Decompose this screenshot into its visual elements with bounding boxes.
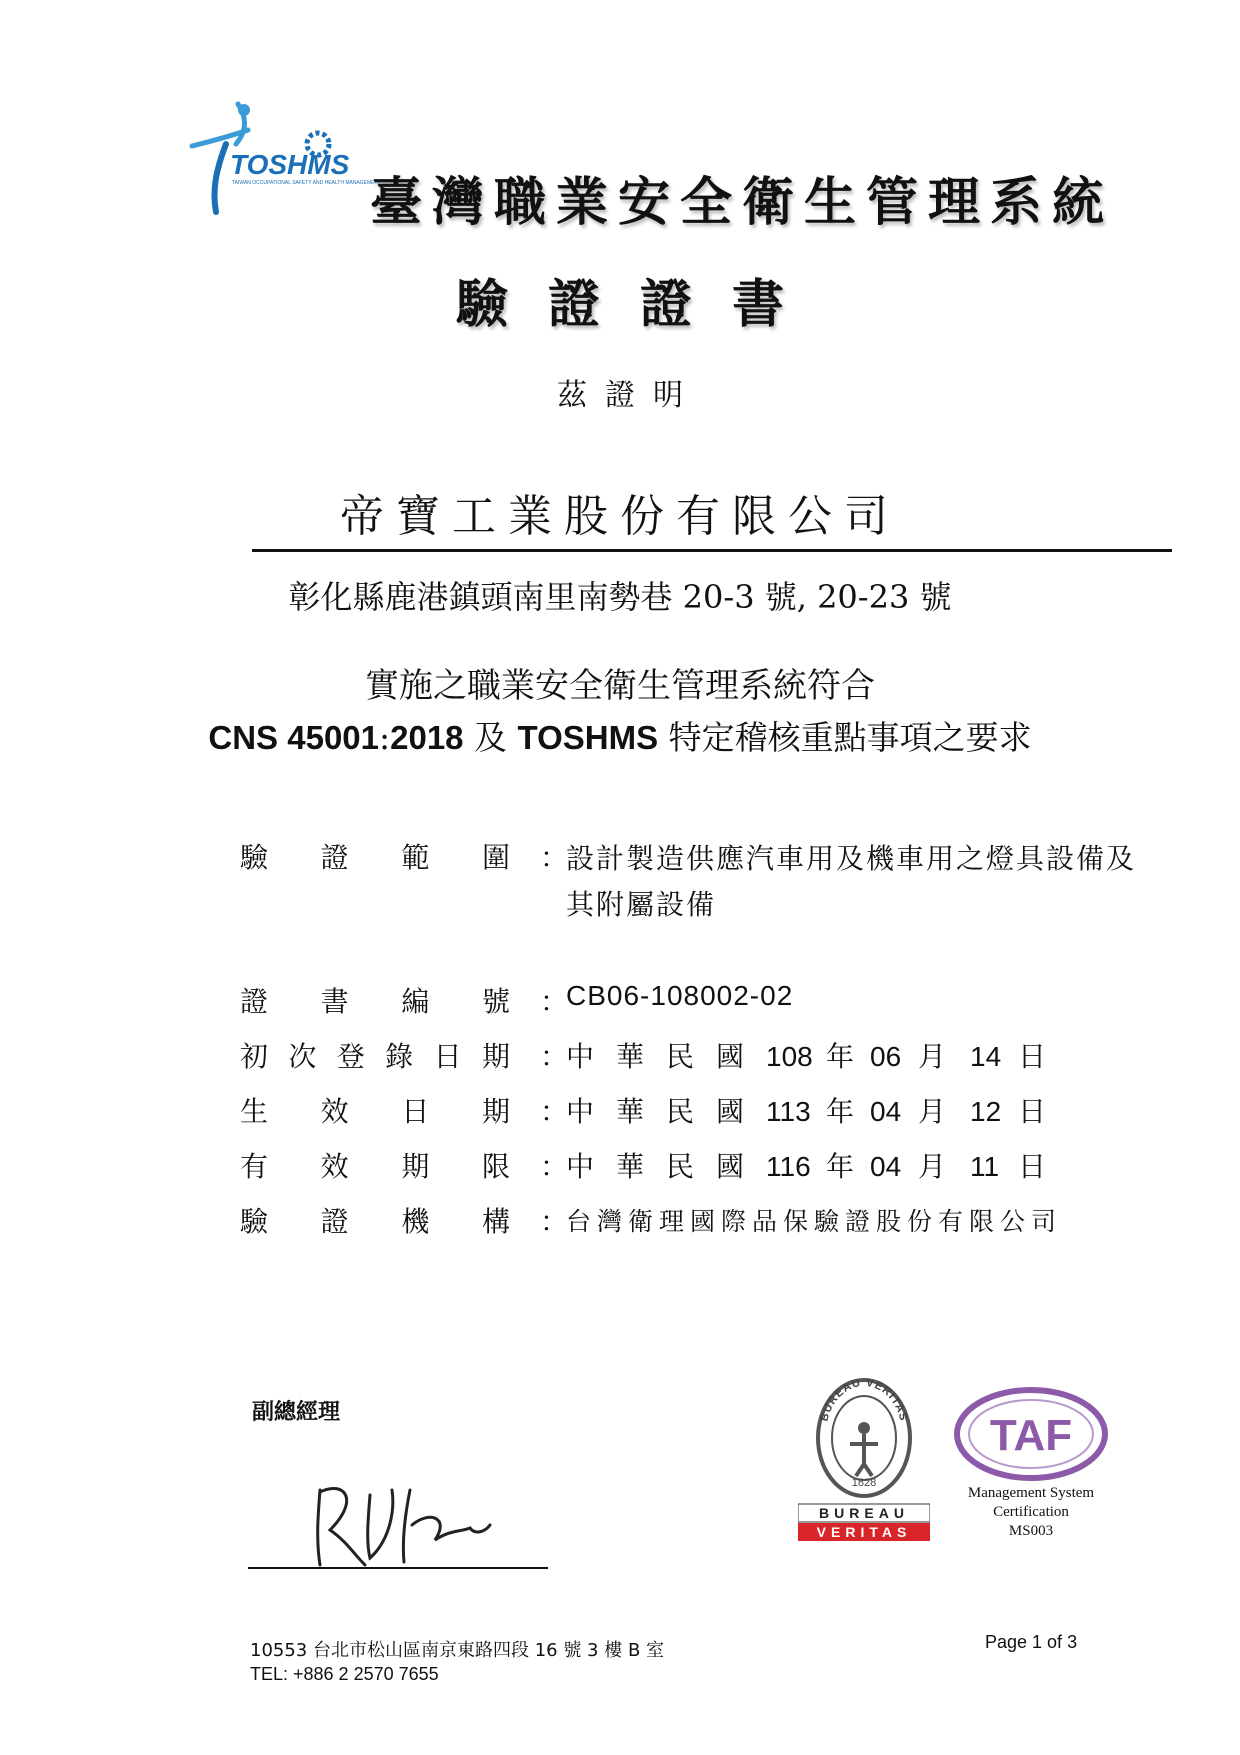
signatory-title: 副總經理 bbox=[252, 1399, 341, 1425]
svg-text:1828: 1828 bbox=[851, 1477, 877, 1489]
footer-address: 10553 台北市松山區南京東路四段 16 號 3 樓 B 室 bbox=[250, 1640, 665, 1661]
certificate-subtitle: 驗證證書 bbox=[455, 274, 824, 335]
svg-text:TOSHMS: TOSHMS bbox=[230, 149, 350, 180]
first-reg-label: 初 次 登 錄 日 期 bbox=[240, 1040, 510, 1073]
company-underline bbox=[252, 549, 1172, 552]
taf-logo bbox=[952, 1384, 1110, 1484]
conformity-line-1: 實施之職業安全衛生管理系統符合 bbox=[365, 666, 875, 706]
cert-body-label: 驗 證 機 構 bbox=[240, 1205, 510, 1238]
effective-value: 中 華 民 國 113 年 04 月 12 日 bbox=[566, 1095, 1047, 1128]
effective-label: 生 效 日 期 bbox=[240, 1095, 510, 1128]
certificate-title: 臺灣職業安全衛生管理系統 bbox=[370, 172, 1115, 233]
signature-line bbox=[248, 1567, 548, 1569]
scope-label: 驗 證 範 圍 bbox=[240, 841, 510, 874]
cert-no-value: CB06-108002-02 bbox=[566, 980, 794, 1011]
bureau-veritas-logo bbox=[798, 1376, 930, 1542]
svg-text:TAIWAN OCCUPATIONAL SAFETY AND: TAIWAN OCCUPATIONAL SAFETY AND HEALTH MANAGEMENT SYSTEM bbox=[232, 180, 404, 186]
footer-phone: TEL: +886 2 2570 7655 bbox=[250, 1664, 439, 1684]
signature-image bbox=[300, 1470, 520, 1570]
svg-text:BUREAU: BUREAU bbox=[819, 1505, 909, 1521]
standard-toshms: TOSHMS bbox=[517, 719, 659, 756]
first-reg-value: 中 華 民 國 108 年 06 月 14 日 bbox=[566, 1040, 1047, 1073]
hereby-certify: 茲證明 bbox=[557, 378, 701, 413]
scope-value: 設計製造供應汽車用及機車用之燈具設備及其附屬設備 bbox=[566, 842, 1137, 921]
svg-text:TAF: TAF bbox=[989, 1411, 1073, 1460]
cert-body-value: 台灣衛理國際品保驗證股份有限公司 bbox=[566, 1207, 1063, 1236]
svg-text:BUREAU VERITAS: BUREAU VERITAS bbox=[818, 1376, 910, 1423]
toshms-logo bbox=[186, 100, 404, 220]
cert-no-label: 證 書 編 號 bbox=[240, 985, 510, 1018]
expiry-label: 有 效 期 限 bbox=[240, 1150, 510, 1183]
company-address: 彰化縣鹿港鎮頭南里南勢巷 20-3 號, 20-23 號 bbox=[288, 578, 952, 616]
taf-accreditation-text: Management System Certification MS003 bbox=[967, 1485, 1095, 1539]
company-name: 帝寶工業股份有限公司 bbox=[340, 491, 900, 542]
page-number: Page 1 of 3 bbox=[985, 1632, 1078, 1652]
conformity-line-2: CNS 45001:2018 及 TOSHMS 特定稽核重點事項之要求 bbox=[208, 718, 1032, 757]
svg-text:VERITAS: VERITAS bbox=[816, 1524, 912, 1540]
standard-cns: CNS 45001 bbox=[208, 719, 379, 756]
expiry-value: 中 華 民 國 116 年 04 月 11 日 bbox=[566, 1150, 1047, 1183]
